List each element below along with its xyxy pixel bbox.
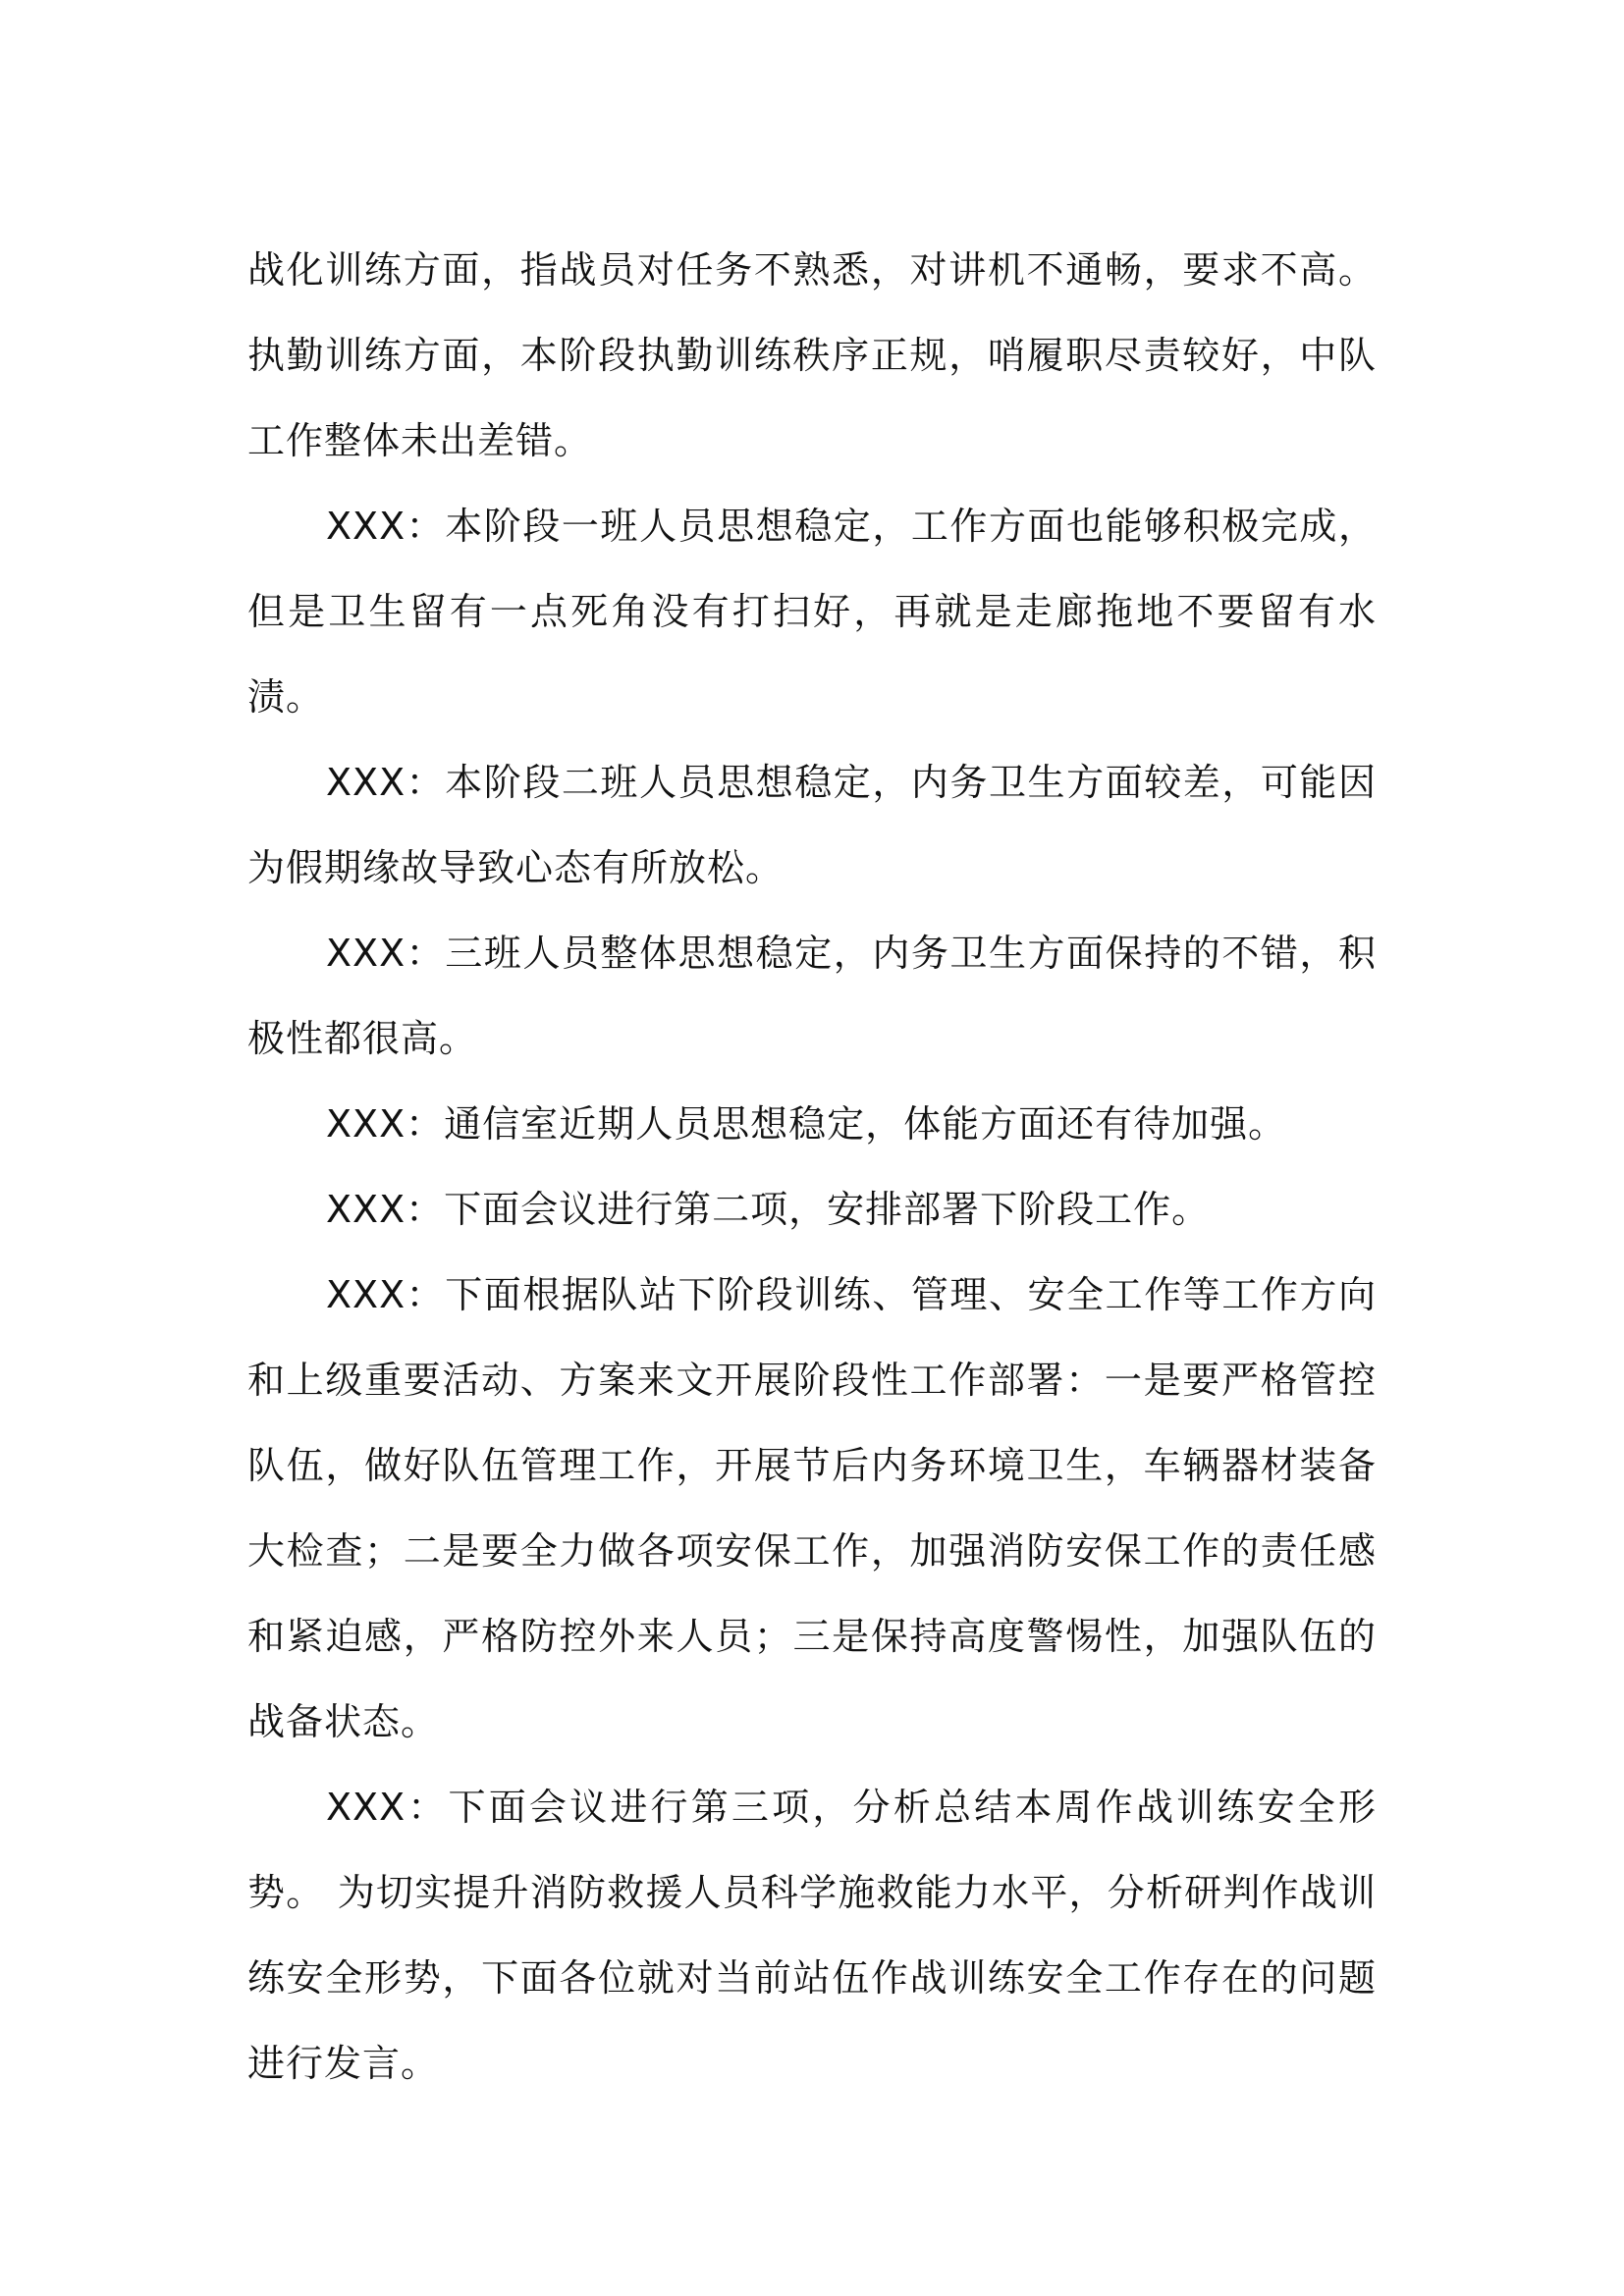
paragraph-comms-room-report: XXX：通信室近期人员思想稳定，体能方面还有待加强。 xyxy=(326,1102,1287,1146)
paragraph-squad-one-report: XXX：本阶段一班人员思想稳定，工作方面也能够积极完成，但是卫生留有一点死角没有打扫好，再就是走廊拖地不要留有水渍。 xyxy=(247,505,1377,719)
document-body xyxy=(247,228,1377,2107)
paragraph-work-deployment: XXX：下面根据队站下阶段训练、管理、安全工作等工作方向和上级重要活动、方案来文开展阶段性工作部署：一是要严格管控队伍，做好队伍管理工作，开展节后内务环境卫生，车辆器材装备大检查；二是要全力做各项安保工作，加强消防安保工作的责任感和紧迫感，严格防控外来人员；三是保持高度警惕性，加强队伍的战备状态。 xyxy=(247,1273,1377,1743)
paragraph-squad-three-report: XXX：三班人员整体思想稳定，内务卫生方面保持的不错，积极性都很高。 xyxy=(247,932,1377,1060)
paragraph-training-summary: 战化训练方面，指战员对任务不熟悉，对讲机不通畅，要求不高。执勤训练方面，本阶段执勤训练秩序正规，哨履职尽责较好，中队工作整体未出差错。 xyxy=(247,248,1377,462)
paragraph-agenda-item-three: XXX：下面会议进行第三项，分析总结本周作战训练安全形势。 为切实提升消防救援人员科学施救能力水平，分析研判作战训练安全形势，下面各位就对当前站伍作战训练安全工作存在的问题进行发言。 xyxy=(247,1786,1377,2085)
paragraph-agenda-item-two: XXX：下面会议进行第二项，安排部署下阶段工作。 xyxy=(326,1188,1211,1231)
paragraph-squad-two-report: XXX：本阶段二班人员思想稳定，内务卫生方面较差，可能因为假期缘故导致心态有所放松。 xyxy=(247,761,1377,889)
